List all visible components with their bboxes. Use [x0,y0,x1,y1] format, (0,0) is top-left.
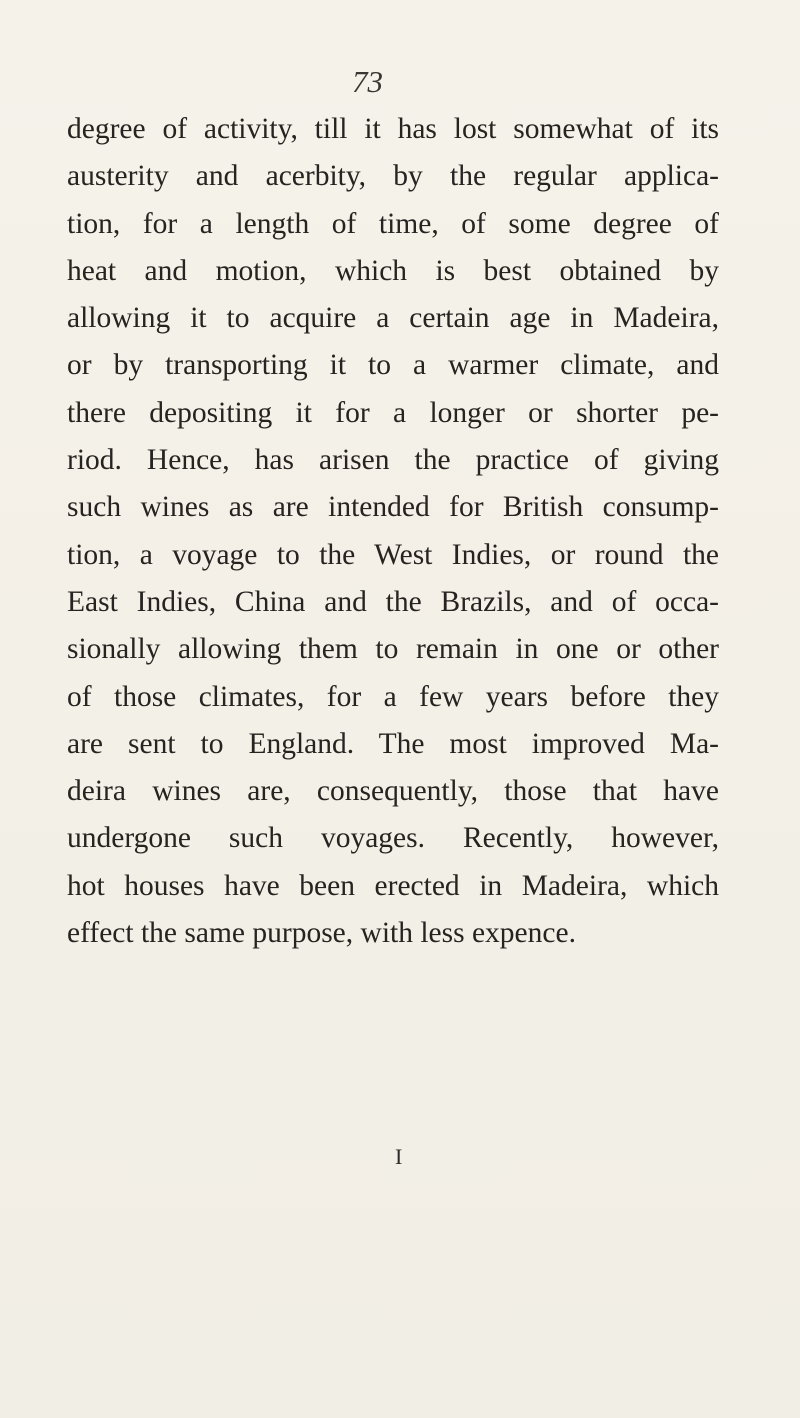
body-paragraph [67,106,719,957]
text-line: there depositing it for a longer or shorter pe- [67,396,719,429]
text-line: such wines as are intended for British consump- [67,491,719,524]
page-number: 73 [352,64,383,99]
text-line: riod. Hence, has arisen the practice of giving [67,444,719,477]
text-line: are sent to England. The most improved Ma- [67,727,719,760]
text-line: of those climates, for a few years before they [67,680,719,713]
text-line: degree of activity, till it has lost somewhat of its [67,113,719,145]
text-line: East Indies, China and the Brazils, and of occa- [67,585,719,618]
text-line: hot houses have been erected in Madeira, which [67,869,719,902]
text-line: deira wines are, consequently, those that have [67,775,719,808]
text-line: tion, a voyage to the West Indies, or round the [67,538,719,571]
text-line: or by transporting it to a warmer climate, and [67,349,719,382]
text-line: sionally allowing them to remain in one or other [67,633,719,666]
text-line: allowing it to acquire a certain age in Madeira, [67,302,719,335]
text-line: heat and motion, which is best obtained by [67,254,719,287]
text-line: tion, for a length of time, of some degree of [67,207,719,240]
text-line: undergone such voyages. Recently, however, [67,822,719,855]
text-line: effect the same purpose, with less expence. [67,917,576,950]
signature-mark: I [395,1144,403,1169]
text-line: austerity and acerbity, by the regular applica- [67,160,719,193]
